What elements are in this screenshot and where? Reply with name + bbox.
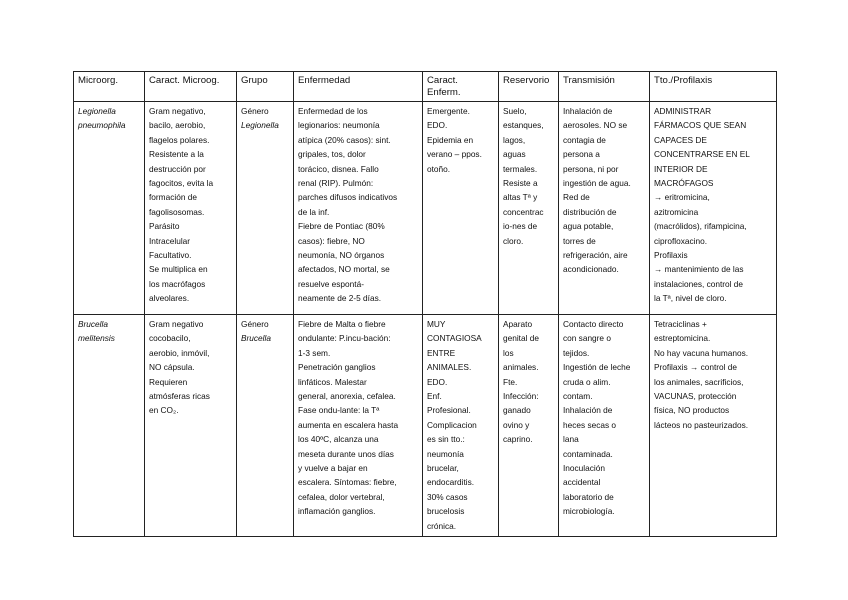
cell-line: CONCENTRARSE EN EL bbox=[654, 149, 750, 160]
cell-line: EDO. bbox=[427, 120, 448, 131]
cell-line: Profilaxis → control de bbox=[654, 362, 738, 373]
cell-line: distribución de bbox=[563, 206, 617, 217]
cell-line: estanques, bbox=[503, 120, 544, 131]
cell-line: Se multiplica en bbox=[149, 264, 208, 275]
cell-line: instalaciones, control de bbox=[654, 278, 744, 289]
cell-line: de la inf. bbox=[298, 206, 330, 217]
cell-line: Inoculación bbox=[563, 463, 605, 474]
cell-caract-micro bbox=[145, 315, 237, 537]
cell-line: FÁRMACOS QUE SEAN bbox=[654, 120, 747, 131]
cell-line: Facultativo. bbox=[149, 250, 192, 261]
cell-line: ovino y bbox=[503, 419, 530, 430]
cell-line: Complicacion bbox=[427, 419, 477, 430]
cell-line: accidental bbox=[563, 477, 601, 488]
cell-transmision bbox=[559, 102, 650, 315]
header-microorg: Microorg. bbox=[74, 72, 145, 102]
cell-line: los 40ºC, alcanza una bbox=[298, 434, 379, 445]
cell-line: refrigeración, aire bbox=[563, 250, 628, 261]
cell-line: Fiebre de Malta o fiebre bbox=[298, 319, 386, 329]
cell-line: neamente de 2-5 días. bbox=[298, 293, 382, 304]
cell-transmision bbox=[559, 315, 650, 537]
cell-line: brucelar, bbox=[427, 463, 459, 474]
cell-grupo bbox=[237, 315, 294, 537]
cell-line: gripales, tos, dolor bbox=[298, 149, 366, 160]
grupo-genus: Brucella bbox=[241, 333, 271, 344]
cell-line: ENTRE bbox=[427, 347, 456, 358]
cell-line: Intracelular bbox=[149, 235, 191, 246]
cell-line: NO cápsula. bbox=[149, 362, 195, 373]
cell-line: → mantenimiento de las bbox=[654, 264, 744, 275]
cell-line: Enfermedad de los bbox=[298, 106, 368, 116]
header-caract-micro: Caract. Microog. bbox=[145, 72, 237, 102]
header-grupo: Grupo bbox=[237, 72, 294, 102]
cell-line: bacilo, aerobio, bbox=[149, 120, 206, 131]
cell-line: contaminada. bbox=[563, 448, 613, 459]
cell-line: contagia de bbox=[563, 134, 606, 145]
cell-line: Epidemia en bbox=[427, 134, 474, 145]
cell-line: termales. bbox=[503, 163, 538, 174]
cell-line: endocarditis. bbox=[427, 477, 475, 488]
cell-line: tejidos. bbox=[563, 347, 590, 358]
cell-line: Brucella bbox=[78, 319, 108, 329]
cell-tto bbox=[650, 315, 777, 537]
cell-line: afectados, NO mortal, se bbox=[298, 264, 390, 275]
cell-line: No hay vacuna humanos. bbox=[654, 347, 749, 358]
cell-line: → eritromicina, bbox=[654, 192, 710, 203]
cell-line: parches difusos indicativos bbox=[298, 192, 398, 203]
cell-line: cloro. bbox=[503, 235, 524, 246]
cell-line: Profilaxis bbox=[654, 250, 688, 261]
cell-line: Requieren bbox=[149, 376, 188, 387]
cell-line: linfáticos. Malestar bbox=[298, 376, 367, 387]
cell-line: Infección: bbox=[503, 391, 539, 402]
cell-line: genital de bbox=[503, 333, 539, 344]
cell-line: aerosoles. NO se bbox=[563, 120, 628, 131]
cell-line: INTERIOR DE bbox=[654, 163, 708, 174]
cell-line: animales. bbox=[503, 362, 539, 373]
cell-line: MACRÓFAGOS bbox=[654, 178, 714, 189]
cell-line: persona a bbox=[563, 149, 600, 160]
cell-line: aguas bbox=[503, 149, 526, 160]
cell-line: caprino. bbox=[503, 434, 533, 445]
cell-line: Inhalación de bbox=[563, 405, 613, 416]
cell-line: los animales, sacrificios, bbox=[654, 376, 744, 387]
cell-line: formación de bbox=[149, 192, 197, 203]
cell-line: torácico, disnea. Fallo bbox=[298, 163, 379, 174]
cell-line: con sangre o bbox=[563, 333, 611, 344]
cell-line: es sin tto.: bbox=[427, 434, 465, 445]
cell-caract-enf bbox=[423, 102, 499, 315]
cell-caract-micro bbox=[145, 102, 237, 315]
cell-line: neumonía bbox=[427, 448, 464, 459]
cell-reservorio bbox=[499, 102, 559, 315]
cell-line: brucelosis bbox=[427, 506, 465, 517]
cell-line: torres de bbox=[563, 235, 596, 246]
cell-line: Penetración ganglios bbox=[298, 362, 376, 373]
grupo-label: Género bbox=[241, 319, 269, 329]
cell-line: meseta durante unos días bbox=[298, 448, 394, 459]
cell-tto bbox=[650, 102, 777, 315]
cell-line: heces secas o bbox=[563, 419, 617, 430]
cell-line: agua potable, bbox=[563, 221, 614, 232]
cell-line: destrucción por bbox=[149, 163, 206, 174]
cell-line: contam. bbox=[563, 391, 593, 402]
cell-line: en CO₂. bbox=[149, 405, 179, 416]
cell-line: y vuelve a bajar en bbox=[298, 463, 368, 474]
cell-line: atmósferas ricas bbox=[149, 391, 210, 402]
cell-line: CAPACES DE bbox=[654, 134, 707, 145]
cell-line: Aparato bbox=[503, 319, 533, 329]
cell-line: ciprofloxacino. bbox=[654, 235, 708, 246]
cell-line: azitromicina bbox=[654, 206, 699, 217]
cell-line: Legionella bbox=[78, 106, 116, 116]
cell-reservorio bbox=[499, 315, 559, 537]
cell-line: lana bbox=[563, 434, 579, 445]
cell-line: flagelos polares. bbox=[149, 134, 210, 145]
cell-line: lagos, bbox=[503, 134, 526, 145]
cell-microorg bbox=[74, 102, 145, 315]
cell-line: persona, ni por bbox=[563, 163, 619, 174]
cell-line: casos): fiebre, NO bbox=[298, 235, 365, 246]
cell-line: Ingestión de leche bbox=[563, 362, 631, 373]
cell-line: Emergente. bbox=[427, 106, 470, 116]
cell-caract-enf bbox=[423, 315, 499, 537]
header-caract-enf: Caract. Enferm. bbox=[423, 72, 499, 102]
cell-grupo bbox=[237, 102, 294, 315]
cell-line: inflamación ganglios. bbox=[298, 506, 376, 517]
cell-line: altas Tª y bbox=[503, 192, 538, 203]
cell-line: cruda o alim. bbox=[563, 376, 611, 387]
header-transmision: Transmisión bbox=[559, 72, 650, 102]
cell-line: lácteos no pasteurizados. bbox=[654, 419, 749, 430]
table-row bbox=[74, 315, 777, 537]
cell-line: Resistente a la bbox=[149, 149, 204, 160]
cell-line: pneumophila bbox=[78, 120, 126, 131]
cell-line: EDO. bbox=[427, 376, 448, 387]
cell-line: renal (RIP). Pulmón: bbox=[298, 178, 374, 189]
cell-line: los bbox=[503, 347, 514, 358]
table-row bbox=[74, 102, 777, 315]
cell-line: melitensis bbox=[78, 333, 115, 344]
cell-line: Tetraciclinas + bbox=[654, 319, 707, 329]
cell-line: Contacto directo bbox=[563, 319, 624, 329]
cell-line: ANIMALES. bbox=[427, 362, 472, 373]
cell-line: microbiología. bbox=[563, 506, 615, 517]
cell-line: Suelo, bbox=[503, 106, 527, 116]
cell-microorg bbox=[74, 315, 145, 537]
cell-line: cefalea, dolor vertebral, bbox=[298, 491, 385, 502]
cell-line: Resiste a bbox=[503, 178, 538, 189]
cell-line: crónica. bbox=[427, 520, 457, 531]
header-row bbox=[74, 72, 777, 102]
cell-line: verano – ppos. bbox=[427, 149, 482, 160]
cell-line: los macrófagos bbox=[149, 278, 206, 289]
cell-line: general, anorexia, cefalea. bbox=[298, 391, 396, 402]
cell-line: Enf. bbox=[427, 391, 442, 402]
cell-line: concentrac bbox=[503, 206, 544, 217]
cell-line: Fase ondu-lante: la Tª bbox=[298, 405, 380, 416]
header-reservorio: Reservorio bbox=[499, 72, 559, 102]
cell-line: ADMINISTRAR bbox=[654, 106, 712, 116]
cell-line: Profesional. bbox=[427, 405, 471, 416]
cell-line: ondulante: P.incu-bación: bbox=[298, 333, 391, 344]
cell-line: Gram negativo, bbox=[149, 106, 206, 116]
cell-line: acondicionado. bbox=[563, 264, 619, 275]
cell-enfermedad bbox=[294, 315, 423, 537]
cell-line: laboratorio de bbox=[563, 491, 614, 502]
cell-line: Fte. bbox=[503, 376, 518, 387]
cell-line: alveolares. bbox=[149, 293, 190, 304]
cell-line: Parásito bbox=[149, 221, 180, 232]
microorganism-table bbox=[73, 71, 777, 537]
cell-enfermedad bbox=[294, 102, 423, 315]
cell-line: 30% casos bbox=[427, 491, 468, 502]
cell-line: VACUNAS, protección bbox=[654, 391, 737, 402]
cell-line: Fiebre de Pontiac (80% bbox=[298, 221, 385, 232]
cell-line: ingestión de agua. bbox=[563, 178, 631, 189]
cell-line: resuelve espontá- bbox=[298, 278, 364, 289]
cell-line: atípica (20% casos): sint. bbox=[298, 134, 391, 145]
cell-line: física, NO productos bbox=[654, 405, 730, 416]
cell-line: la Tª, nivel de cloro. bbox=[654, 293, 727, 304]
cell-line: CONTAGIOSA bbox=[427, 333, 482, 344]
header-enfermedad: Enfermedad bbox=[294, 72, 423, 102]
cell-line: 1-3 sem. bbox=[298, 347, 331, 358]
cell-line: Red de bbox=[563, 192, 590, 203]
cell-line: MUY bbox=[427, 319, 446, 329]
cell-line: fagocitos, evita la bbox=[149, 178, 214, 189]
cell-line: fagolisosomas. bbox=[149, 206, 205, 217]
header-tto: Tto./Profilaxis bbox=[650, 72, 777, 102]
cell-line: ganado bbox=[503, 405, 531, 416]
grupo-label: Género bbox=[241, 106, 269, 116]
cell-line: Inhalación de bbox=[563, 106, 613, 116]
cell-line: (macrólidos), rifampicina, bbox=[654, 221, 747, 232]
cell-line: Gram negativo bbox=[149, 319, 204, 329]
grupo-genus: Legionella bbox=[241, 120, 279, 131]
cell-line: aerobio, inmóvil, bbox=[149, 347, 210, 358]
cell-line: io-nes de bbox=[503, 221, 538, 232]
cell-line: escalera. Síntomas: fiebre, bbox=[298, 477, 397, 488]
cell-line: estreptomicina. bbox=[654, 333, 711, 344]
cell-line: aumenta en escalera hasta bbox=[298, 419, 399, 430]
cell-line: otoño. bbox=[427, 163, 451, 174]
cell-line: neumonía, NO órganos bbox=[298, 250, 385, 261]
cell-line: cocobacilo, bbox=[149, 333, 191, 344]
cell-line: legionarios: neumonía bbox=[298, 120, 380, 131]
